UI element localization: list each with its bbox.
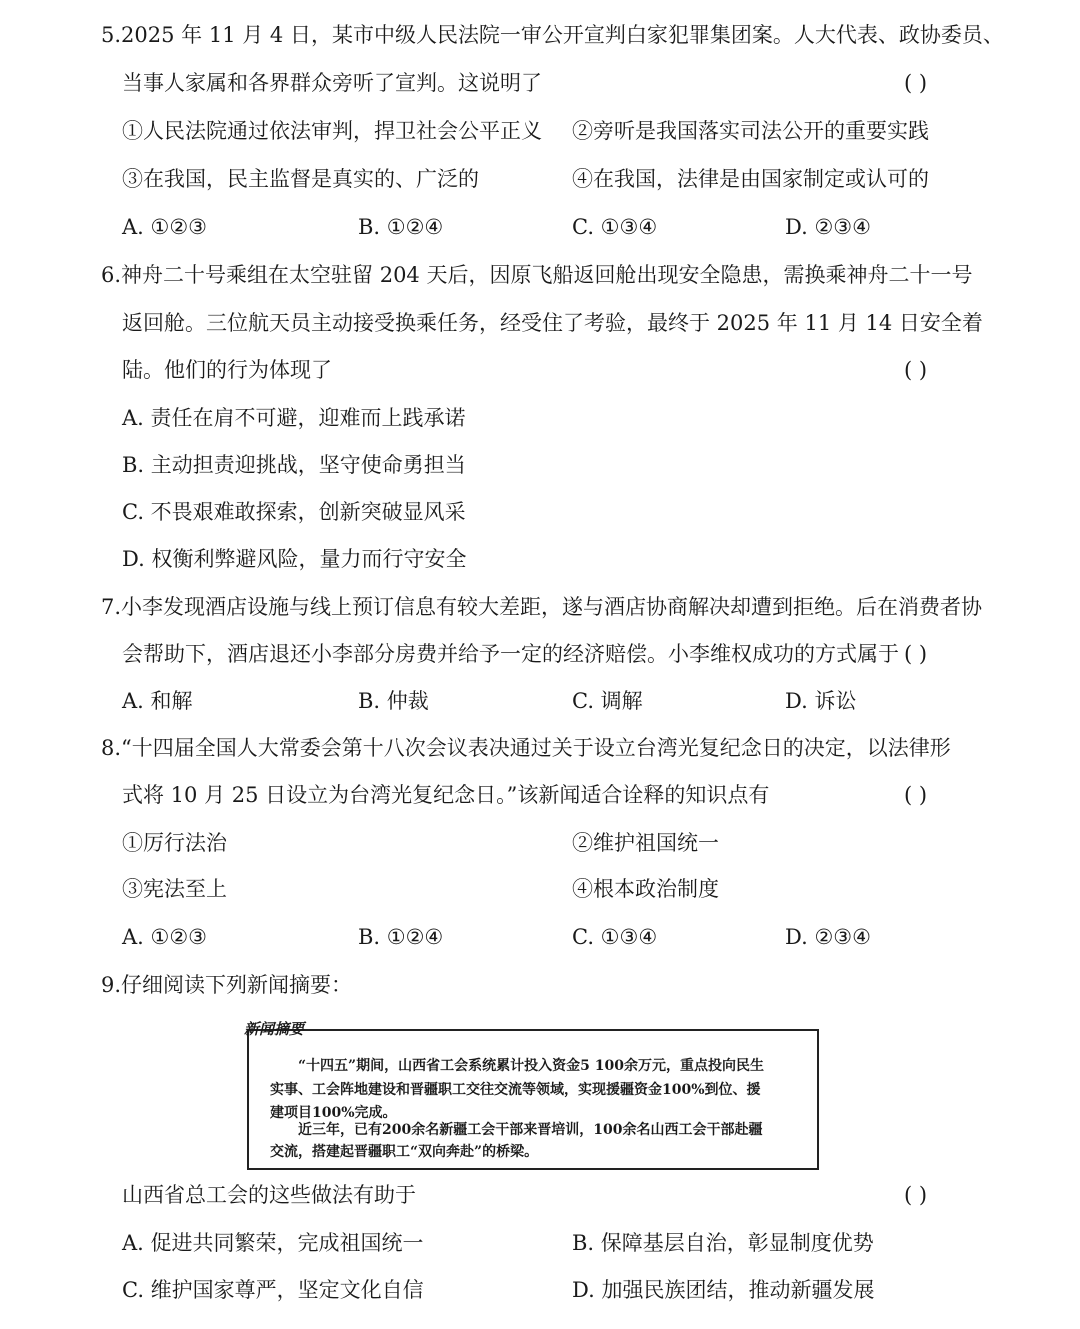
q7-option-a: A. 和解 <box>122 689 193 713</box>
q6-option-b: B. 主动担责迎挑战，坚守使命勇担当 <box>122 453 466 477</box>
q8-stem-line-1: 8.“十四届全国人大常委会第十八次会议表决通过关于设立台湾光复纪念日的决定，以法律形 <box>101 736 951 760</box>
q8-option-b: B. ①②④ <box>358 925 444 949</box>
q7-option-c: C. 调解 <box>572 689 643 713</box>
news-line-5: 交流，搭建起晋疆职工“双向奔赴”的桥梁。 <box>270 1144 539 1160</box>
q5-option-c: C. ①③④ <box>572 215 658 239</box>
q8-option-d: D. ②③④ <box>785 925 871 949</box>
q5-option-a: A. ①②③ <box>122 215 207 239</box>
news-line-2: 实事、工会阵地建设和晋疆职工交往交流等领域，实现援疆资金100%到位、援 <box>270 1082 761 1098</box>
q9-answer-blank: ( ) <box>904 1183 928 1207</box>
news-summary-label: 新闻摘要 <box>244 1020 305 1038</box>
q9-option-c: C. 维护国家尊严，坚定文化自信 <box>122 1278 424 1302</box>
q8-statement-2: ②维护祖国统一 <box>572 831 719 855</box>
news-line-4: 近三年，已有200余名新疆工会干部来晋培训，100余名山西工会干部赴疆 <box>298 1122 763 1138</box>
q9-option-a: A. 促进共同繁荣，完成祖国统一 <box>122 1231 424 1255</box>
news-line-3: 建项目100%完成。 <box>270 1105 397 1121</box>
q7-answer-blank: ( ) <box>904 642 928 666</box>
q8-statement-4: ④根本政治制度 <box>572 877 719 901</box>
news-line-1: “十四五”期间，山西省工会系统累计投入资金5 100余万元，重点投向民生 <box>298 1058 764 1074</box>
q9-option-d: D. 加强民族团结，推动新疆发展 <box>572 1278 875 1302</box>
q7-stem-line-2: 会帮助下，酒店退还小李部分房费并给予一定的经济赔偿。小李维权成功的方式属于 <box>122 642 899 666</box>
q8-stem-line-2: 式将 10 月 25 日设立为台湾光复纪念日。”该新闻适合诠释的知识点有 <box>122 783 770 807</box>
q6-stem-line-2: 返回舱。三位航天员主动接受换乘任务，经受住了考验，最终于 2025 年 11 月 14 日安全着 <box>122 311 983 335</box>
q8-statement-1: ①厉行法治 <box>122 831 227 855</box>
q7-option-b: B. 仲裁 <box>358 689 429 713</box>
q9-stem-line-2: 山西省总工会的这些做法有助于 <box>122 1183 416 1207</box>
q5-answer-blank: ( ) <box>904 71 928 95</box>
q8-answer-blank: ( ) <box>904 783 928 807</box>
q6-option-d: D. 权衡利弊避风险，量力而行守安全 <box>122 547 467 571</box>
q8-option-a: A. ①②③ <box>122 925 207 949</box>
q5-stem-line-2: 当事人家属和各界群众旁听了宣判。这说明了 <box>122 71 542 95</box>
q5-statement-4: ④在我国，法律是由国家制定或认可的 <box>572 167 929 191</box>
q5-statement-1: ①人民法院通过依法审判，捍卫社会公平正义 <box>122 119 542 143</box>
q9-stem-line-1: 9.仔细阅读下列新闻摘要： <box>101 973 353 997</box>
q7-option-d: D. 诉讼 <box>785 689 857 713</box>
q6-answer-blank: ( ) <box>904 358 928 382</box>
q6-option-a: A. 责任在肩不可避，迎难而上践承诺 <box>122 406 466 430</box>
q5-statement-3: ③在我国，民主监督是真实的、广泛的 <box>122 167 479 191</box>
q5-stem-line-1: 5.2025 年 11 月 4 日，某市中级人民法院一审公开宣判白家犯罪集团案。人大代表、政协委员、 <box>101 23 1004 47</box>
q7-stem-line-1: 7.小李发现酒店设施与线上预订信息有较大差距，遂与酒店协商解决却遭到拒绝。后在消费者协 <box>101 595 983 619</box>
q6-stem-line-1: 6.神舟二十号乘组在太空驻留 204 天后，因原飞船返回舱出现安全隐患，需换乘神舟二十一号 <box>101 263 973 287</box>
q6-stem-line-3: 陆。他们的行为体现了 <box>122 358 332 382</box>
q9-option-b: B. 保障基层自治，彰显制度优势 <box>572 1231 874 1255</box>
q8-statement-3: ③宪法至上 <box>122 877 227 901</box>
q5-option-d: D. ②③④ <box>785 215 871 239</box>
q5-statement-2: ②旁听是我国落实司法公开的重要实践 <box>572 119 929 143</box>
q5-option-b: B. ①②④ <box>358 215 444 239</box>
q8-option-c: C. ①③④ <box>572 925 658 949</box>
q6-option-c: C. 不畏艰难敢探索，创新突破显风采 <box>122 500 466 524</box>
